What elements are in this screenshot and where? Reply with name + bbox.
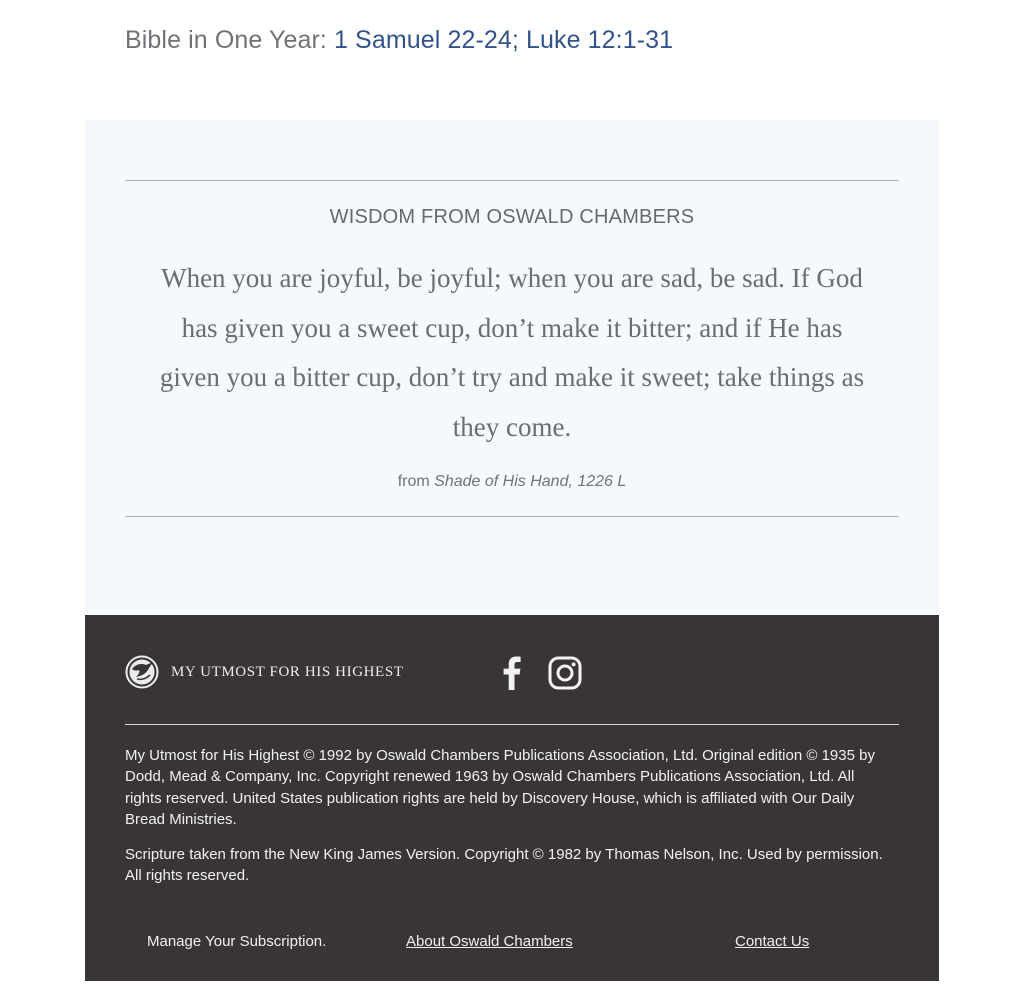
wisdom-bottom-divider — [125, 516, 899, 517]
wisdom-quote: When you are joyful, be joyful; when you are sad, be sad. If God has given you a sweet cup, don’t make it bitter; and if He has given you a bitter cup, don’t try and make it sweet; take things as they come. — [159, 263, 865, 442]
bible-reading-label: Bible in One Year: — [125, 26, 334, 54]
wisdom-top-divider — [125, 180, 899, 181]
footer-brand[interactable] — [125, 655, 404, 689]
bible-in-one-year — [125, 26, 673, 55]
globe-bird-logo-icon — [125, 655, 159, 689]
footer-brand-name: MY UTMOST FOR HIS HIGHEST — [171, 663, 404, 680]
source-title: Shade of His Hand — [434, 473, 569, 490]
social-links — [500, 655, 582, 691]
wisdom-source — [85, 473, 939, 491]
source-suffix: , 1226 L — [568, 473, 627, 490]
about-oswald-chambers-link[interactable]: About Oswald Chambers — [406, 933, 573, 950]
source-prefix: from — [397, 473, 435, 490]
footer-divider — [125, 724, 899, 725]
site-footer — [85, 615, 939, 981]
bible-reading-link[interactable]: 1 Samuel 22-24; Luke 12:1-31 — [334, 26, 674, 54]
facebook-icon[interactable] — [500, 656, 522, 690]
copyright-text: My Utmost for His Highest © 1992 by Oswald Chambers Publications Association, Ltd. Original edition © 1935 by Dodd, Mead & Company, Inc. Copyright renewed 1963 by Oswald Chambers Publications Association, Ltd. All rights reserved. United States publication rights are held by Discovery House, which is affiliated with Our Daily Bread Ministries. — [125, 747, 875, 828]
footer-links — [85, 933, 939, 955]
scripture-permission-text: Scripture taken from the New King James Version. Copyright © 1982 by Thomas Nelson, Inc. Used by permission. All rights reserved. — [125, 846, 883, 885]
contact-us-link[interactable]: Contact Us — [735, 933, 810, 950]
instagram-icon[interactable] — [548, 656, 582, 690]
manage-subscription-link[interactable]: Manage Your Subscription. — [147, 933, 327, 950]
wisdom-heading: WISDOM FROM OSWALD CHAMBERS — [329, 206, 695, 228]
wisdom-section — [85, 120, 939, 615]
